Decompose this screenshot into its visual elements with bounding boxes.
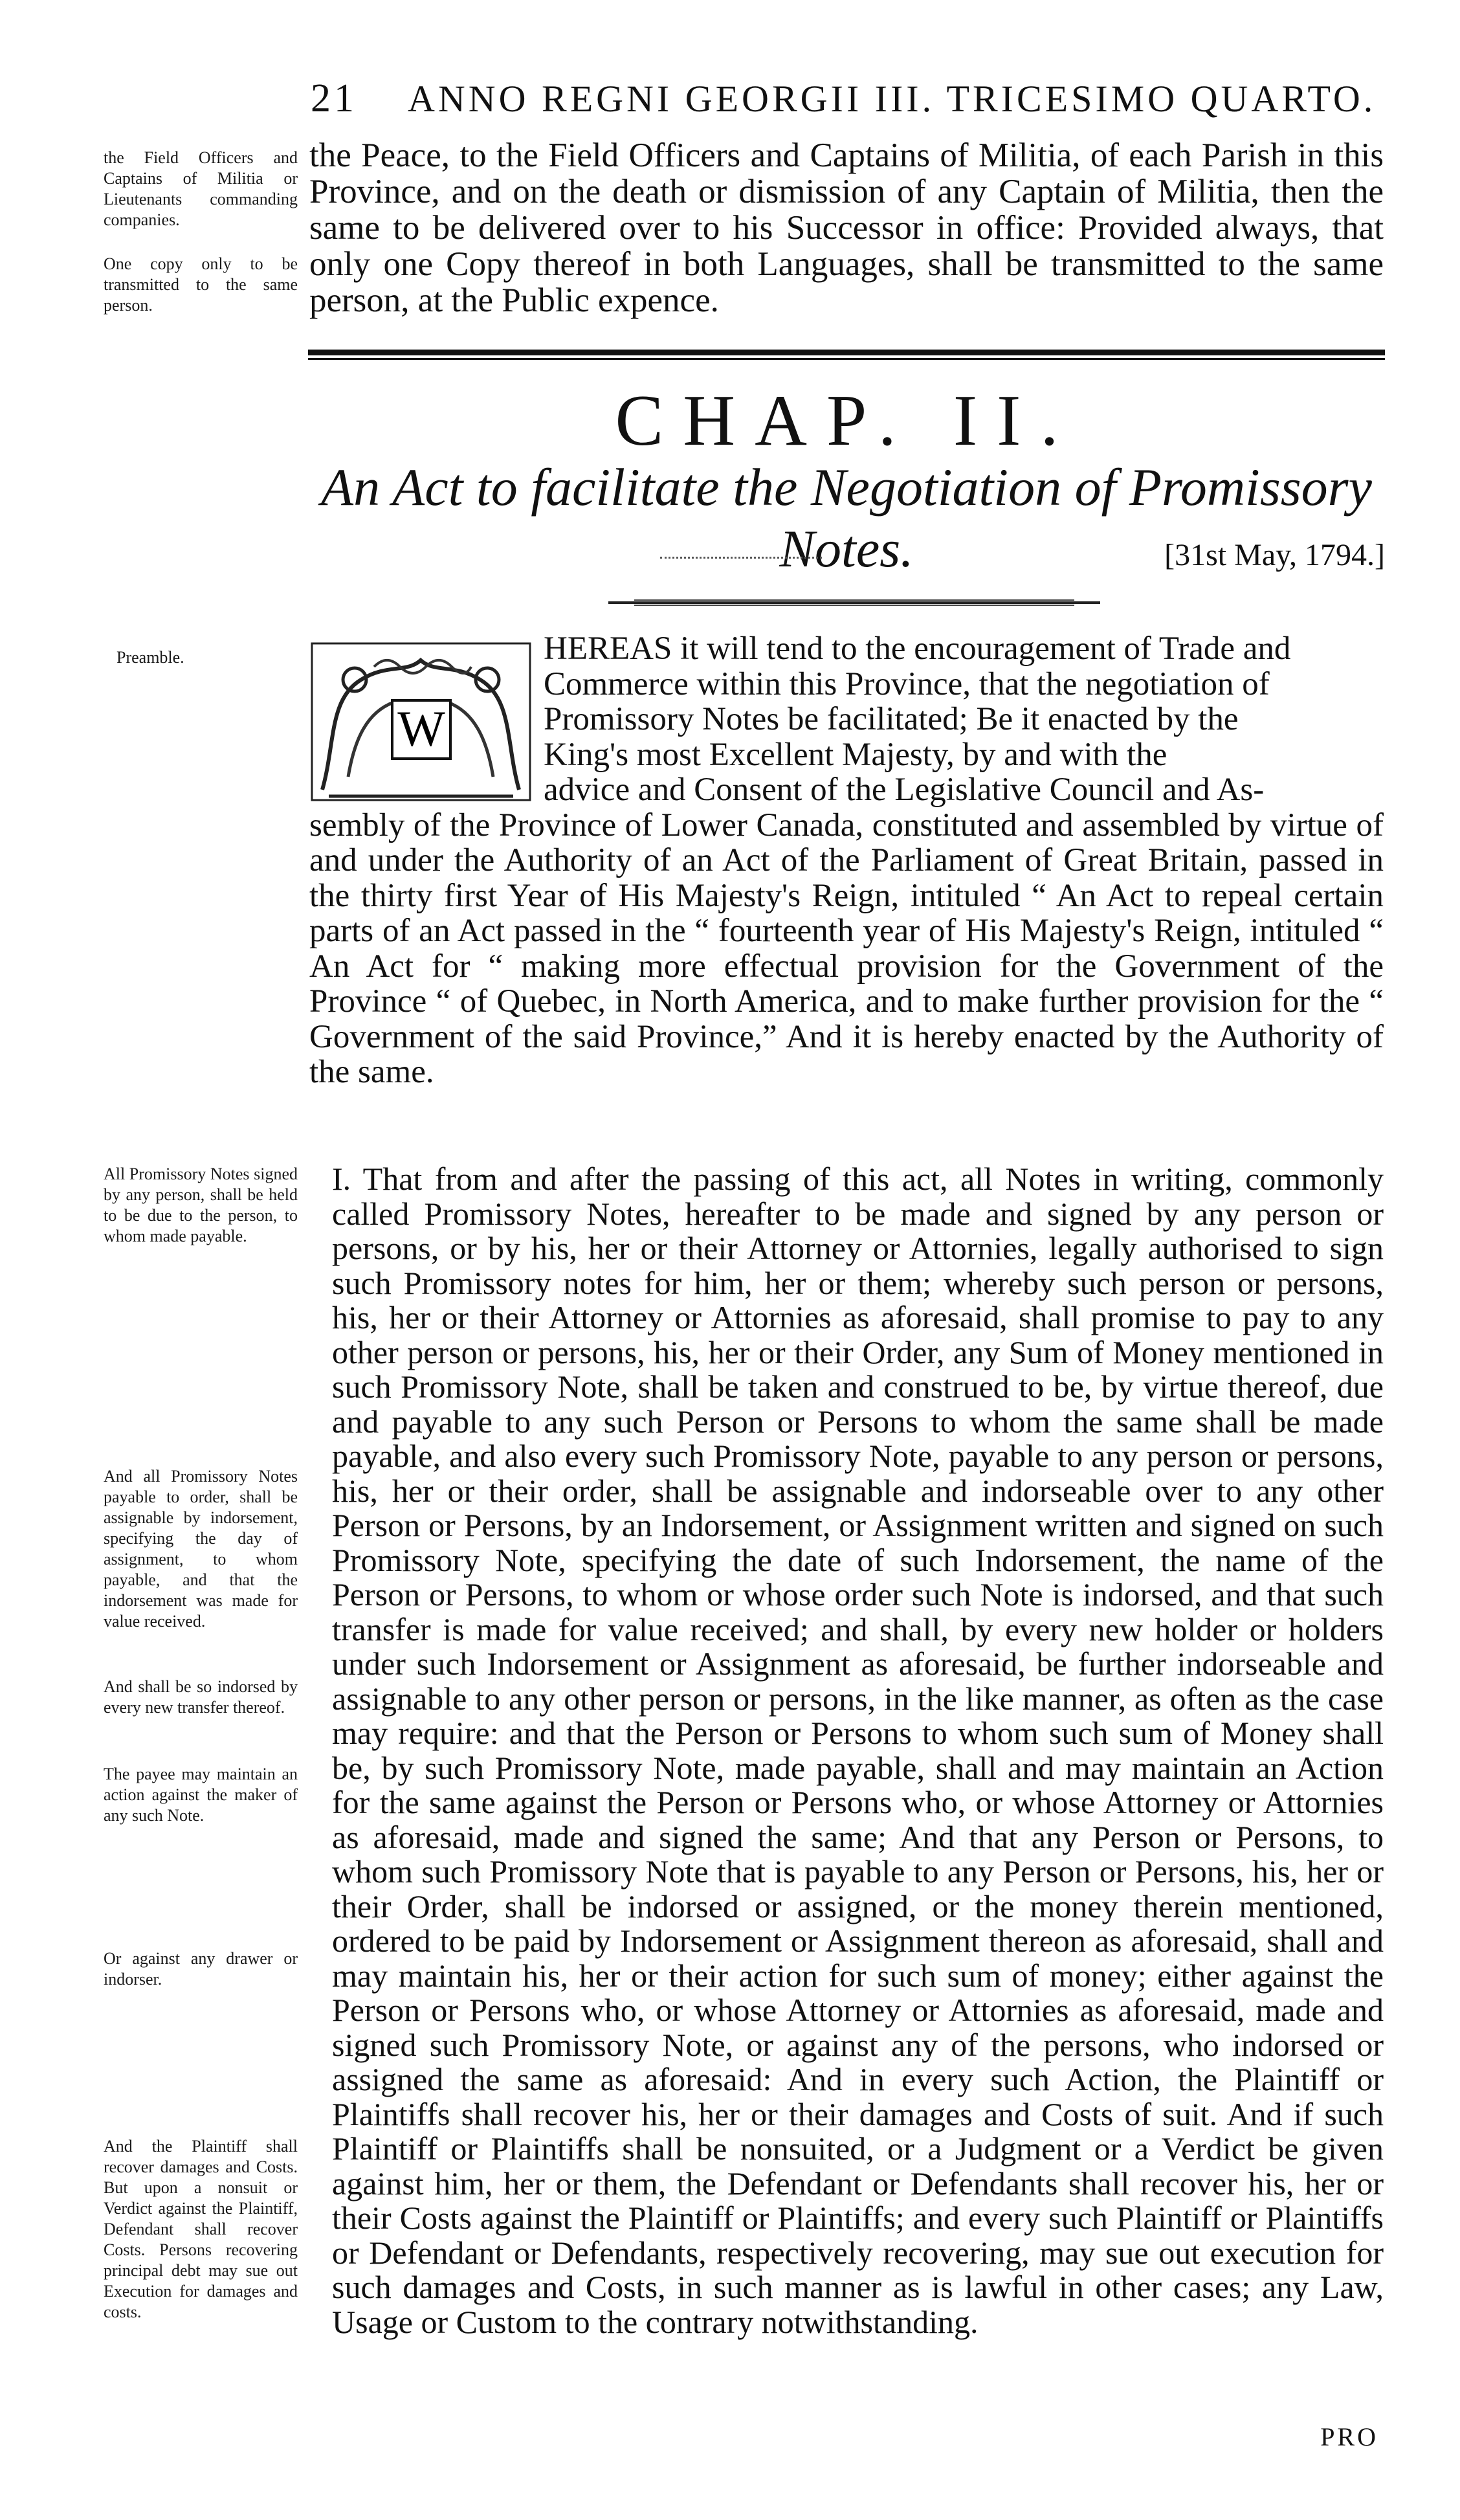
margin-note-text: the Field Officers and Captains of Militia or Lieutenants commanding companies. xyxy=(104,148,298,229)
preamble-paragraph xyxy=(309,631,1384,1090)
margin-note-text: Preamble. xyxy=(116,648,184,667)
margin-note-field-officers xyxy=(104,148,298,230)
preamble-line: advice and Consent of the Legislative Council and As- xyxy=(544,772,1265,808)
margin-note-text: Or against any drawer or indorser. xyxy=(104,1949,298,1989)
section-1-paragraph xyxy=(309,1162,1384,2339)
margin-note-one-copy xyxy=(104,254,298,316)
margin-note-so-indorsed xyxy=(104,1677,298,1718)
margin-note-text: One copy only to be transmitted to the same person. xyxy=(104,254,298,315)
margin-note-plaintiff xyxy=(104,2136,298,2323)
margin-note-text: And all Promissory Notes payable to order, shall be assignable by indorsement, specifying the day of assignment, to whom payable, and that the indorsement was made for value received. xyxy=(104,1467,298,1631)
page-number: 21 xyxy=(311,76,357,120)
act-title: An Act to facilitate the Negotiation of Promissory Notes. xyxy=(321,458,1372,578)
margin-note-drawer xyxy=(104,1948,298,1990)
running-title: ANNO REGNI GEORGII III. TRICESIMO QUARTO. xyxy=(408,78,1377,120)
catchword: PRO xyxy=(1320,2422,1378,2451)
preamble-line: HEREAS it will tend to the encouragement of Trade and xyxy=(544,630,1291,667)
margin-note-preamble xyxy=(104,647,311,668)
section-rule-thin xyxy=(308,358,1385,360)
section-1-text: I. That from and after the passing of this act, all Notes in writing, commonly called Promissory Notes, hereafter to be made and signed by any person or persons, or by his, her or their Attorney or Attornies, legally authorised to sign such Promissory notes for him, her or them; whereby such person or persons, his, her or their Attorney or Attornies as aforesaid, shall promise to pay to any other person or persons, his, her or their Order, any Sum of Money mentioned in such Promissory Note, shall be taken and construed to be, by virtue thereof, due and payable to any such Person or Persons to whom the same shall be made payable, and also every such Promissory Note, payable to any person or persons, his, her or their order, shall be assignable and indorseable over to any other Person or Persons, by an Indorsement, or Assignment written and signed on such Promissory Note, specifying the date of such Indorsement, the name of the Person or Persons, to whom or whose order such Note is indorsed, and that such transfer is made for value received; and shall, by every new holder or holders under such Indorsement or Assignment as aforesaid, be further indorseable and assignable to any other person or persons, in the like manner, as often as the case may require: and that the Person or Persons to whom such sum of Money shall be, by such Promissory Note, made payable, shall and may maintain an Action for the same against the Person or Persons who, or whose Attorney or Attornies as aforesaid, made and signed the same; And that any Person or Persons, to whom such Promissory Note that is payable to any Person or Persons, his, her or their Order, shall be indorsed or assigned, or the money therein mentioned, ordered to be paid by Indorsement or Assignment thereon as aforesaid, shall and may maintain his, her or their action for such sum of money; either against the Person or Persons who, or whose Attorney or Attornies as aforesaid, made and signed such Promissory Note, or against any of the persons, who indorsed or assigned the same as aforesaid: And in every such Action, the Plaintiff or Plaintiffs shall recover his, her or their damages and Costs of suit. And if such Plaintiff or Plaintiffs shall be nonsuited, or a Judgment or a Verdict be given against him, her or them, the Defendant or Defendants shall recover his, her or their Costs against the Plaintiff or Plaintiffs; and every such Plaintiff or Plaintiffs or Defendant or Defendants, respectively recovering, may sue out execution for such damages and Costs, in such manner as is lawful in other cases; any Law, Usage or Custom to the contrary notwithstanding. xyxy=(332,1161,1384,2340)
preamble-line: King's most Excellent Majesty, by and with the xyxy=(544,736,1167,773)
preamble-line: Commerce within this Province, that the negotiation of xyxy=(544,665,1270,702)
margin-note-to-order xyxy=(104,1466,298,1632)
dotted-leader xyxy=(660,557,822,559)
margin-note-text: The payee may maintain an action against the maker of any such Note. xyxy=(104,1765,298,1825)
act-date: [31st May, 1794.] xyxy=(1164,538,1385,572)
section-rule-thick xyxy=(308,350,1385,355)
drop-cap-letter: W xyxy=(397,700,445,757)
margin-note-text: All Promissory Notes signed by any person, shall be held to be due to the person, to whom made payable. xyxy=(104,1165,298,1245)
margin-note-text: And the Plaintiff shall recover damages and Costs. But upon a nonsuit or Verdict against the Plaintiff, Defendant shall recover Costs. Persons recovering principal debt may sue out Execution for damages and costs. xyxy=(104,2137,298,2321)
margin-note-all-notes xyxy=(104,1164,298,1247)
margin-note-text: And shall be so indorsed by every new transfer thereof. xyxy=(104,1677,298,1717)
running-head xyxy=(311,72,1377,125)
continuation-paragraph: the Peace, to the Field Officers and Captains of Militia, of each Parish in this Province, and on the death or dismission of any Captain of Militia, then the same to be delivered over to his Successor in office: Provided always, that only one Copy thereof in both Languages, shall be transmitted to the same person, at the Public expence. xyxy=(309,137,1384,319)
ornamental-rule xyxy=(608,598,1100,607)
margin-note-payee xyxy=(104,1764,298,1826)
chapter-heading: CHAP. II. xyxy=(615,381,1078,461)
preamble-text: sembly of the Province of Lower Canada, constituted and assembled by virtue of and under the Authority of an Act of the Parliament of Great Britain, passed in the thirty first Year of His Majesty's Reign, intituled “ An Act to repeal certain parts of an Act passed in the “ fourteenth year of His Majesty's Reign, intituled “ An Act for “ making more effectual provision for the Government of the Province “ of Quebec, in North America, and to make further provision for the “ Government of the said Province,” And it is hereby enacted by the Authority of the same. xyxy=(309,807,1384,1090)
preamble-line: Promissory Notes be facilitated; Be it enacted by the xyxy=(544,701,1239,737)
